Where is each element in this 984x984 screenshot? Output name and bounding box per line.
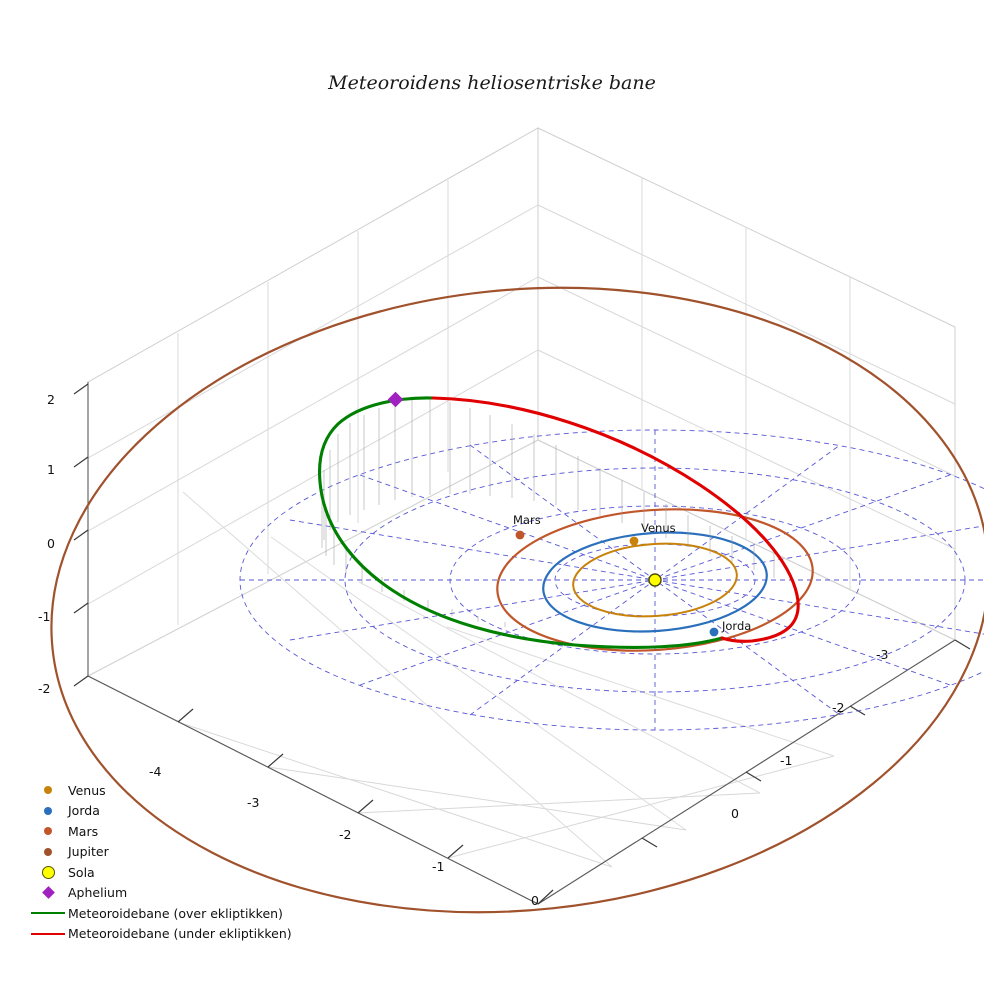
sun-icon <box>28 866 68 879</box>
z-tick-2: 2 <box>47 392 55 407</box>
z-tick-neg2: -2 <box>38 681 51 696</box>
page-title: Meteoroidens heliosentriske bane <box>328 72 656 94</box>
z-tick-1: 1 <box>47 462 55 477</box>
jupiter-dot-icon <box>28 848 68 856</box>
red-line-icon <box>28 933 68 935</box>
legend <box>28 780 328 944</box>
legend-label-mars: Mars <box>68 823 99 839</box>
x-tick-1: -1 <box>432 859 445 874</box>
venus-dot-icon <box>28 786 68 794</box>
z-tick-neg1: -1 <box>38 609 51 624</box>
sun-marker <box>649 574 661 586</box>
diamond-icon <box>28 888 68 897</box>
meteoroid-stems <box>322 398 774 627</box>
y-tick-0: 0 <box>731 806 739 821</box>
jorda-dot-icon <box>28 807 68 815</box>
green-line-icon <box>28 912 68 914</box>
mars-marker <box>516 531 525 540</box>
legend-item-mars <box>28 821 328 842</box>
label-jorda: Jorda <box>722 619 752 633</box>
aphelium-marker <box>388 392 404 408</box>
y-tick-3: -3 <box>876 647 889 662</box>
x-tick-2: -2 <box>339 827 352 842</box>
jorda-marker <box>710 628 719 637</box>
z-tick-0: 0 <box>47 536 55 551</box>
legend-item-venus <box>28 780 328 801</box>
label-venus: Venus <box>641 521 676 535</box>
legend-label-jupiter: Jupiter <box>68 844 109 860</box>
venus-marker <box>630 537 639 546</box>
mars-dot-icon <box>28 827 68 835</box>
legend-item-meteoroid-over <box>28 903 328 924</box>
legend-label-aphelium: Aphelium <box>68 885 128 901</box>
legend-item-sola <box>28 862 328 883</box>
x-tick-3: -3 <box>247 795 260 810</box>
legend-label-sola: Sola <box>68 864 95 880</box>
legend-label-meteoroid-under: Meteoroidebane (under ekliptikken) <box>68 926 292 942</box>
y-tick-2: -2 <box>832 700 845 715</box>
legend-item-meteoroid-under <box>28 924 328 945</box>
y-tick-1: -1 <box>780 753 793 768</box>
x-tick-0: 0 <box>531 893 539 908</box>
legend-label-venus: Venus <box>68 782 106 798</box>
legend-item-jorda <box>28 801 328 822</box>
legend-item-jupiter <box>28 842 328 863</box>
meteoroid-orbit-under <box>433 398 798 641</box>
legend-label-meteoroid-over: Meteoroidebane (over ekliptikken) <box>68 905 283 921</box>
label-mars: Mars <box>513 513 541 527</box>
legend-item-aphelium <box>28 883 328 904</box>
x-tick-4: -4 <box>149 764 162 779</box>
legend-label-jorda: Jorda <box>68 803 100 819</box>
